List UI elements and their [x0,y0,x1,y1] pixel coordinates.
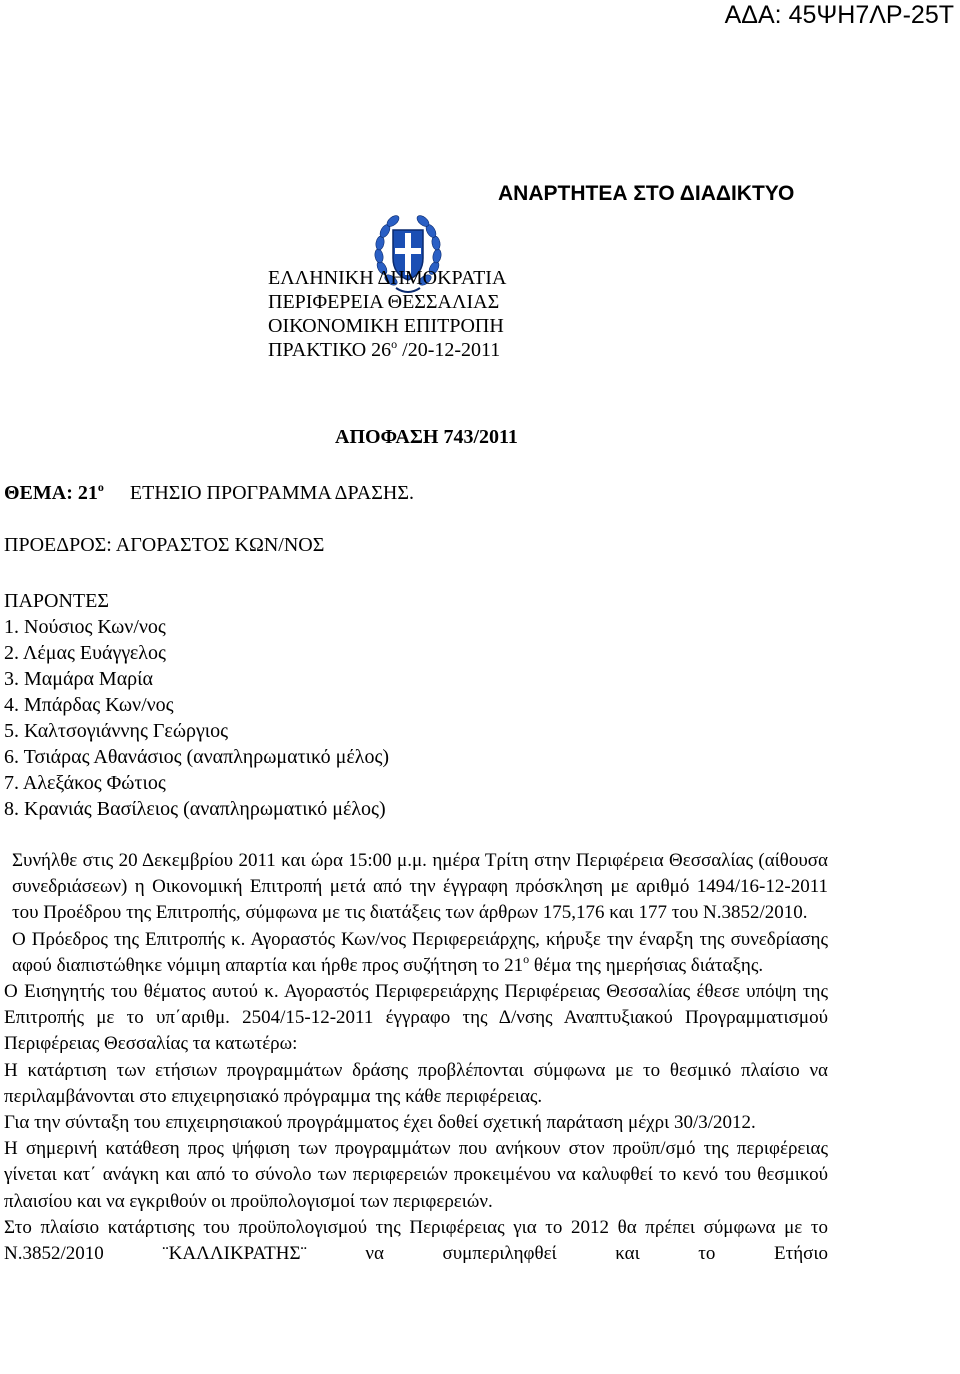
list-item: 6. Τσιάρας Αθανάσιος (αναπληρωματικό μέλος) [4,746,390,768]
opening-suffix: θέμα της ημερήσιας διάταξης. [529,954,764,976]
body-paragraph-budget: Στο πλαίσιο κατάρτισης του προϋπολογισμού της Περιφέρειας για το 2012 θα πρέπει σύμφωνα με το Ν.3852/2010 ¨ΚΑΛΛΙΚΡΑΤΗΣ¨ να συμπεριληφθεί και το Ετήσιο [4,1216,828,1265]
subject-label [4,482,104,504]
header-line-committee: ΟΙΚΟΝΟΜΙΚΗ ΕΠΙΤΡΟΠΗ [268,315,504,337]
header-line-minutes [268,338,500,362]
minutes-prefix: ΠΡΑΚΤΙΚΟ 26 [268,339,392,361]
subject-text: ΕΤΗΣΙΟ ΠΡΟΓΡΑΜΜΑ ΔΡΑΣΗΣ. [129,482,414,504]
list-item: 8. Κρανιάς Βασίλειος (αναπληρωματικό μέλος) [4,798,386,820]
opening-sup: ο [523,951,530,966]
minutes-suffix: /20-12-2011 [397,339,501,361]
present-label: ΠΑΡΟΝΤΕΣ [4,590,109,612]
subject-line [4,481,414,505]
ada-code: ΑΔΑ: 45ΨΗ7ΛΡ-25Τ [724,1,954,29]
body-paragraph-submission: Η σημερινή κατάθεση προς ψήφιση των προγραμμάτων που ανήκουν στον προϋπ/σμό της περιφέρειας γίνεται κατ΄ ανάγκη και από το σύνολο των περιφερειών προκειμένου να καλυφθεί το κενό του θεσμικού πλαισίου και να εγκριθούν οι προϋπολογισμοί των περιφερειών. [4,1138,828,1212]
header-line-region: ΠΕΡΙΦΕΡΕΙΑ ΘΕΣΣΑΛΙΑΣ [268,291,500,313]
chairman-name: ΑΓΟΡΑΣΤΟΣ ΚΩΝ/ΝΟΣ [111,534,325,556]
body-paragraph-extension: Για την σύνταξη του επιχειρησιακού προγράμματος έχει δοθεί σχετική παράταση μέχρι 30/3/2012. [4,1112,756,1134]
list-item: 7. Αλεξάκος Φώτιος [4,772,166,794]
members-list [4,614,389,822]
posting-note: ΑΝΑΡΤΗΤΕΑ ΣΤΟ ΔΙΑΔΙΚΤΥΟ [498,182,795,205]
header-line-republic: ΕΛΛΗΝΙΚΗ ΔΗΜΟΚΡΑΤΙΑ [268,267,507,289]
decision-number: ΑΠΟΦΑΣΗ 743/2011 [335,426,518,448]
subject-label-sup: ο [97,480,104,494]
minutes-sup: ο [391,337,398,351]
list-item: 3. Μαμάρα Μαρία [4,668,154,690]
body-paragraph-meeting: Συνήλθε στις 20 Δεκεμβρίου 2011 και ώρα 15:00 μ.μ. ημέρα Τρίτη στην Περιφέρεια Θεσσαλίας (αίθουσα συνεδριάσεων) η Οικονομική Επιτροπή μετά από την έγγραφη πρόσκληση με αριθμό 1494/16-12-2011 του Προέδρου της Επιτροπής, σύμφωνα με τις διατάξεις των άρθρων 175,176 και 177 του Ν.3852/2010. [12,850,828,924]
body-paragraph-opening [4,927,828,979]
chairman-label: ΠΡΟΕΔΡΟΣ: [4,534,112,556]
body-paragraph-annual-programs: Η κατάρτιση των ετήσιων προγραμμάτων δράσης προβλέπονται σύμφωνα με το θεσμικό πλαίσιο να περιλαμβάνονται στο επιχειρησιακό πρόγραμμα της κάθε περιφέρειας. [4,1059,828,1107]
list-item: 2. Λέμας Ευάγγελος [4,642,166,664]
list-item: 5. Καλτσογιάννης Γεώργιος [4,720,229,742]
list-item: 1. Νούσιος Κων/νος [4,616,166,638]
opening-text: Ο Πρόεδρος της Επιτροπής κ. Αγοραστός Κων/νος Περιφερειάρχης, κήρυξε την έναρξη της συνεδρίασης αφού διαπιστώθηκε νόμιμη απαρτία και ήρθε προς συζήτηση το 21 [12,928,828,976]
minutes-body [4,848,828,1267]
chairman-line [4,534,324,557]
list-item: 4. Μπάρδας Κων/νος [4,694,174,716]
subject-label-text: ΘΕΜΑ: 21 [4,482,98,504]
body-paragraph-rapporteur: Ο Εισηγητής του θέματος αυτού κ. Αγοραστός Περιφερειάρχης Περιφέρειας Θεσσαλίας έθεσε υπόψη της Επιτροπής με το υπ΄αριθμ. 2504/15-12-2011 έγγραφο της Δ/νσης Αναπτυξιακού Προγραμματισμού Περιφέρειας Θεσσαλίας τα κατωτέρω: [4,981,828,1055]
present-members [4,588,389,822]
